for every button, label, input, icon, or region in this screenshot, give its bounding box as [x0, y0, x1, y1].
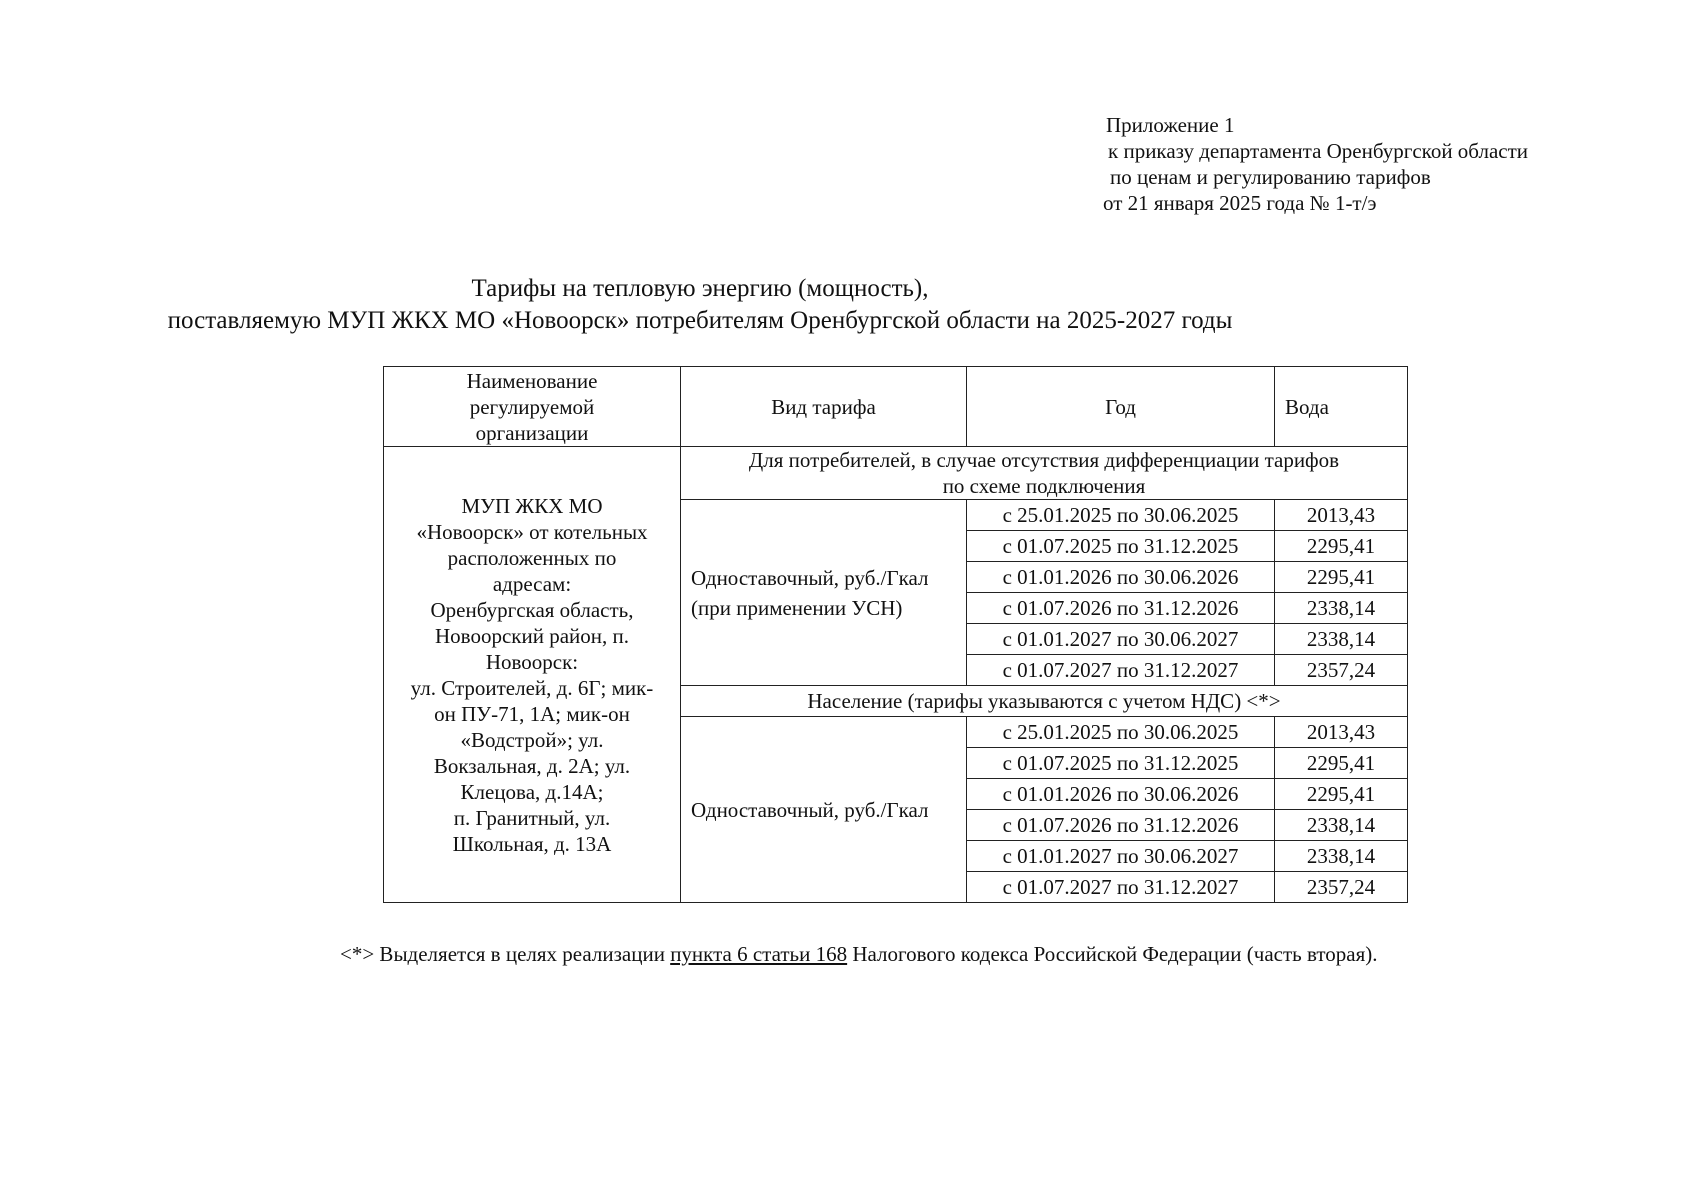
value-cell: 2357,24 [1275, 872, 1408, 903]
header-water: Вода [1275, 367, 1408, 447]
value-cell: 2338,14 [1275, 624, 1408, 655]
organization-line: Школьная, д. 13А [452, 831, 612, 856]
period-cell: с 01.01.2027 по 30.06.2027 [967, 624, 1275, 655]
section-header-row [384, 447, 1408, 500]
header-org-line: организации [475, 420, 589, 445]
value-cell: 2338,14 [1275, 841, 1408, 872]
section-1-line: по схеме подключения [942, 474, 1146, 498]
organization-line: «Новоорск» от котельных [416, 519, 648, 544]
organization-line: Клецова, д.14А; [460, 779, 604, 804]
period-cell: с 01.07.2027 по 31.12.2027 [967, 655, 1275, 686]
appendix-line-2: к приказу департамента Оренбургской области [1108, 139, 1528, 163]
period-cell: с 01.07.2026 по 31.12.2026 [967, 593, 1275, 624]
footnote [340, 942, 1377, 967]
footnote-text-after: Налогового кодекса Российской Федерации (часть вторая). [847, 942, 1378, 966]
section-1-tariff-kind [681, 500, 967, 686]
value-cell: 2357,24 [1275, 655, 1408, 686]
organization-line: расположенных по [447, 545, 617, 570]
organization-line: Новоорский район, п. [435, 623, 629, 648]
period-cell: с 01.01.2026 по 30.06.2026 [967, 779, 1275, 810]
organization-line: п. Гранитный, ул. [453, 805, 611, 830]
organization-line: он ПУ-71, 1А; мик-он [434, 701, 630, 726]
tariff-table [383, 366, 1408, 903]
appendix-line-1: Приложение 1 [1106, 113, 1235, 137]
header-org-line: регулируемой [469, 394, 595, 419]
tariff-kind-line: (при применении УСН) [691, 595, 903, 620]
appendix-line-3: по ценам и регулированию тарифов [1110, 165, 1431, 189]
footnote-law-link[interactable]: пункта 6 статьи 168 [670, 942, 848, 966]
period-cell: с 01.07.2025 по 31.12.2025 [967, 531, 1275, 562]
organization-line: адресам: [492, 571, 572, 596]
value-cell: 2295,41 [1275, 748, 1408, 779]
section-1-label [681, 447, 1408, 500]
value-cell: 2295,41 [1275, 779, 1408, 810]
section-1-line: Для потребителей, в случае отсутствия дифференциации тарифов [748, 448, 1340, 472]
appendix-block [1103, 112, 1528, 216]
value-cell: 2295,41 [1275, 531, 1408, 562]
value-cell: 2013,43 [1275, 500, 1408, 531]
period-cell: с 25.01.2025 по 30.06.2025 [967, 500, 1275, 531]
organization-cell [384, 447, 681, 903]
header-tariff-kind: Вид тарифа [681, 367, 967, 447]
period-cell: с 01.07.2025 по 31.12.2025 [967, 748, 1275, 779]
period-cell: с 01.07.2026 по 31.12.2026 [967, 810, 1275, 841]
period-cell: с 01.07.2027 по 31.12.2027 [967, 872, 1275, 903]
organization-line: Вокзальная, д. 2А; ул. [433, 753, 631, 778]
value-cell: 2295,41 [1275, 562, 1408, 593]
title-line-1: Тарифы на тепловую энергию (мощность), [471, 275, 929, 302]
organization-line: «Водстрой»; ул. [460, 727, 604, 752]
period-cell: с 25.01.2025 по 30.06.2025 [967, 717, 1275, 748]
document-title [0, 273, 1400, 337]
tariff-kind-line: Одноставочный, руб./Гкал [691, 565, 929, 590]
period-cell: с 01.01.2026 по 30.06.2026 [967, 562, 1275, 593]
value-cell: 2338,14 [1275, 593, 1408, 624]
table-header-row [384, 367, 1408, 447]
section-2-tariff-kind: Одноставочный, руб./Гкал [681, 717, 967, 903]
organization-line: МУП ЖКХ МО [461, 493, 603, 518]
period-cell: с 01.01.2027 по 30.06.2027 [967, 841, 1275, 872]
organization-line: Оренбургская область, [430, 597, 634, 622]
header-organization [384, 367, 681, 447]
organization-line: ул. Строителей, д. 6Г; мик- [410, 675, 654, 700]
value-cell: 2338,14 [1275, 810, 1408, 841]
value-cell: 2013,43 [1275, 717, 1408, 748]
appendix-line-4: от 21 января 2025 года № 1-т/э [1103, 191, 1377, 215]
section-2-label: Население (тарифы указываются с учетом НДС) <*> [681, 686, 1408, 717]
footnote-text-before: <*> Выделяется в целях реализации [340, 942, 671, 966]
header-org-line: Наименование [466, 368, 598, 393]
header-year: Год [967, 367, 1275, 447]
title-line-2: поставляемую МУП ЖКХ МО «Новоорск» потребителям Оренбургской области на 2025-2027 годы [167, 307, 1233, 334]
organization-line: Новоорск: [485, 649, 579, 674]
